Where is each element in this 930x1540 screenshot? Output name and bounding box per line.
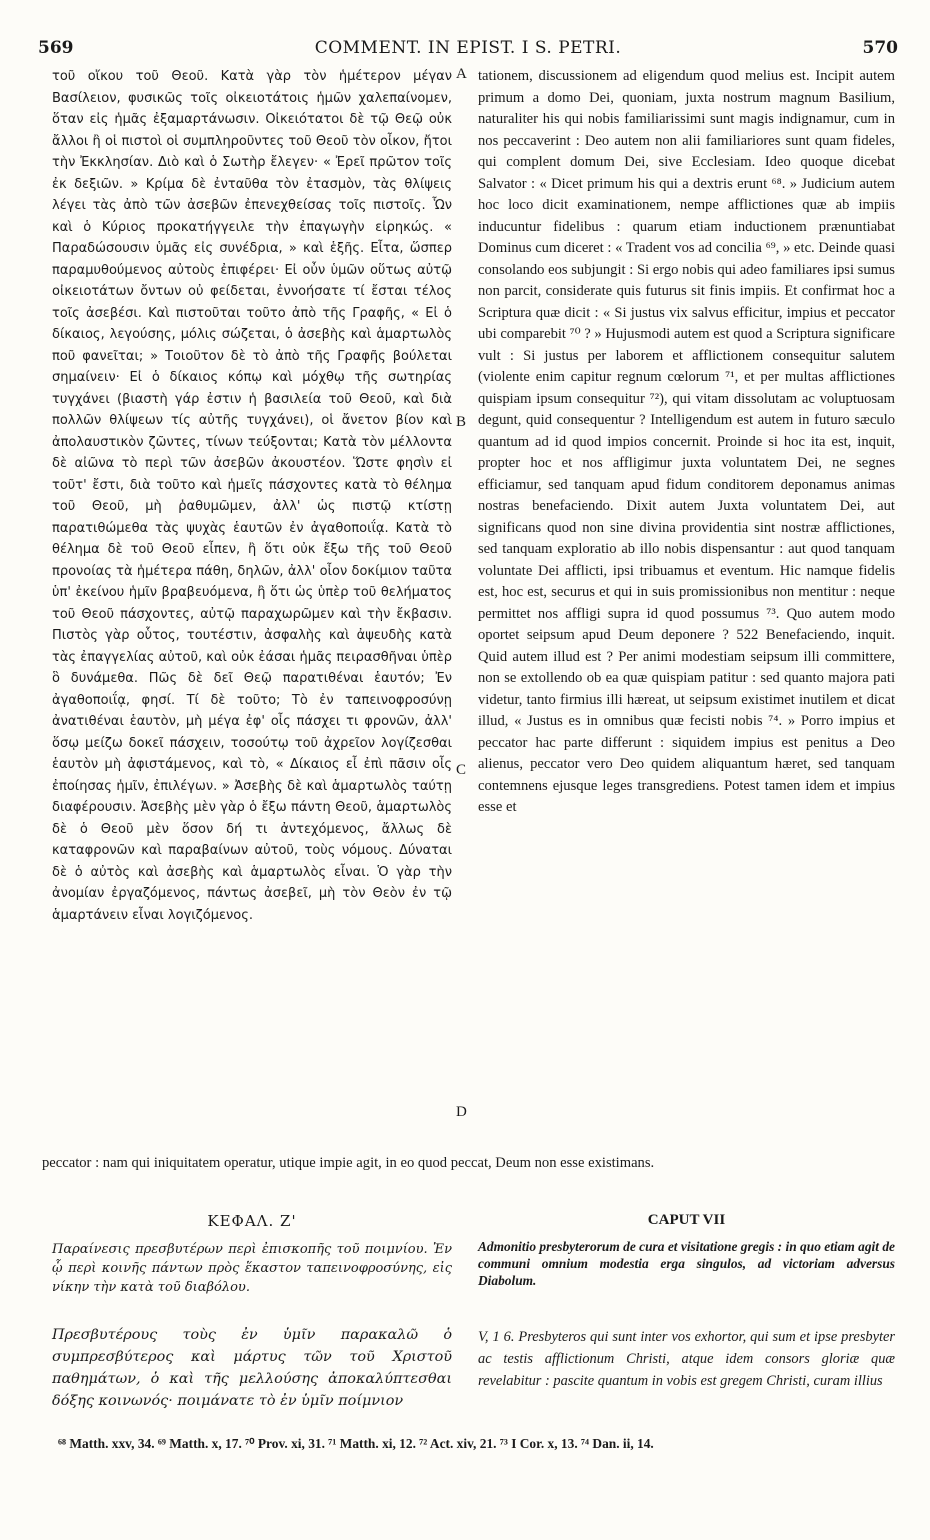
chapter-summary-greek: Παραίνεσις πρεσβυτέρων περὶ ἐπισκοπῆς τοῦ ποιμνίου. Ἐν ᾧ περὶ κοινῆς πάντων πρὸς ἕκαστον ταπεινοφροσύνης, εἰς νίκην τὴν κατὰ τοῦ διαβόλου. [52,1242,452,1295]
scripture-text-latin: V, 1 6. Presbyteros qui sunt inter vos exhortor, qui sum et ipse presbyter ac testis afflictionum Christi, atque idem consors gloriæ quæ revelabitur : pascite quantum in vobis est gregem Christi, curam illius [478,1329,895,1389]
scripture-text-greek: Πρεσβυτέρους τοὺς ἐν ὑμῖν παρακαλῶ ὁ συμπρεσβύτερος καὶ μάρτυς τῶν τοῦ Χριστοῦ παθημάτων, ὁ καὶ τῆς μελλούσης ἀποκαλύπτεσθαι δόξης κοινωνός· ποιμάνατε τὸ ἐν ὑμῖν ποίμνιον [52,1327,452,1409]
running-title: COMMENT. IN EPIST. I S. PETRI. [314,38,622,58]
latin-column [478,66,895,819]
latin-commentary-text: tationem, discussionem ad eligendum quod melius est. Incipit autem primum a domo Dei, quoniam, juxta nostrum magnum Basilium, naturaliter his qui nobis familiarissimi sunt magis indignamur, cum in nos peccaverint : Deo autem non alii familiariores sunt quam fideles, qui complent domum Dei, sive Ecclesiam. Ideo quoque dicebat Salvator : « Dicet primum his qui a dextris erunt ⁶⁸. » Judicium autem hoc loco dicit examinationem, nempe afflictiones quæ ab impiis inducuntur fidelibus : quarum etiam inductionem prænuntiabat Dominus cum diceret : « Tradent vos ad concilia ⁶⁹, » etc. Deinde quasi consolando eos subjungit : Si ergo nobis qui adeo familiares ipsi sumus non parcit, considerate quis futurus sit finis impiis. Et confirmat hoc a Scriptura quæ dicit : « Si justus vix salvus efficitur, impius et peccator ubi comparebit ⁷⁰ ? » Hujusmodi autem est quod a Scriptura significare vult : Si justus per laborem et afflictionem consequitur salutem (violente enim capitur regnum cœlorum ⁷¹, et per multas afflictiones quispiam ipsum consequitur ⁷²), qui vitam dissolutam ac voluptuosam degunt, quid consequentur ? Intelligendum est autem in futuro sæculo quantum ad id quod impios concernit. Proinde si hoc ita est, inquit, propter hoc et nos affligimur juxta voluntatem Dei, ne segnes efficiamur, sed tanquam apud fidum conditorem deponamus animas nostras benefaciendo. Dixit autem Juxta voluntatem Dei, aut significans quod non sine divina providentia sint nostræ afflictiones, sed tanquam exploratio ab illo nobis dispensantur : aut quod tanquam voluntate Dei afflicti, ipsi tribuamus et eventum. Hic namque fidelis est, hoc est, securus et qui in suis promissionibus non mentitur : neque permittet nos affligi supra id quod possumus ⁷³. Quo autem modo oportet seipsum apud Deum deponere ? 522 Benefaciendo, inquit. Quid autem illud est ? Per animi modestiam seipsum illi committere, non se extollendo ob ea quæ quispiam patitur : sed quanto majora pati videtur, tanto firmius illi hæreat, ut seipsum existimet inutilem et dicat illud, « Justus es in omnibus quæ fecisti nobis ⁷⁴. » Porro impius et peccator hac parte differunt : siquidem impius est penitus a Deo alienus, peccator vero Deo quidem aliquantum hæret, sed tanquam contemnens ejusque leges transgrediens. Potest tamen idem et impius esse et [478,68,895,815]
margin-marker-a: A [456,66,467,82]
greek-commentary-text: τοῦ οἴκου τοῦ Θεοῦ. Κατὰ γὰρ τὸν ἡμέτερον μέγαν Βασίλειον, φυσικῶς τοῖς οἰκειοτάτοις ἡμῶν χαλεπαίνομεν, ὅταν εἰς ἡμᾶς ἐξαμαρτάνωσιν. Οἰκειότατοι δὲ τῷ Θεῷ οὐκ ἄλλοι ἢ οἱ πιστοὶ οἱ συμπληροῦντες τοῦ Θεοῦ τὸν οἶκον, ἤτοι τὴν Ἐκκλησίαν. Διὸ καὶ ὁ Σωτὴρ ἔλεγεν· « Ἐρεῖ πρῶτον τοῖς ἐκ δεξιῶν. » Κρίμα δὲ ἐνταῦθα τὸν ἐτασμὸν, τὰς θλίψεις λέγει τὰς ἀπὸ τῶν ἀσεβῶν ἐπενεχθείσας τοῖς πιστοῖς. Ὧν καὶ ὁ Κύριος προκατήγγειλε τὴν ἐπαγωγὴν εἰρηκώς. « Παραδώσουσιν ὑμᾶς εἰς συνέδρια, » καὶ ἑξῆς. Εἶτα, ὥσπερ παραμυθούμενος αὐτοὺς ἐπιφέρει· Εἰ οὖν ὑμῶν οὕτως αὐτῷ οἰκειοτάτων ὄντων οὐ φείδεται, ἐννοήσατε τί ἔσται τέλος τοῖς ἀσεβέσι. Καὶ πιστοῦται τοῦτο ἀπὸ τῆς Γραφῆς, « Εἰ ὁ δίκαιος, λεγούσης, μόλις σώζεται, ὁ ἀσεβὴς καὶ ἁμαρτωλὸς ποῦ φανεῖται; » Τοιοῦτον δὲ τὸ ἀπὸ τῆς Γραφῆς βούλεται σημαίνειν· Εἰ ὁ δίκαιος κόπῳ καὶ μόχθῳ τῆς σωτηρίας τυγχάνει (βιαστὴ γάρ ἐστιν ἡ βασιλεία τοῦ Θεοῦ, καὶ διὰ πολλῶν θλίψεων τίς αὐτῆς τυγχάνει), οἱ ἄνετον βίον καὶ ἀπολαυστικὸν ζῶντες, τίνων τεύξονται; Κατὰ τὸν μέλλοντα δὲ αἰῶνα τὸ περὶ τῶν ἀσεβῶν ἀκουστέον. Ὥστε φησὶν εἰ τοῦτ' ἔστι, διὰ τοῦτο καὶ ἡμεῖς πάσχοντες κατὰ τὸ θέλημα τοῦ Θεοῦ, μὴ ῥαθυμῶμεν, ἀλλ' ὡς πιστῷ κτίστῃ παρατιθώμεθα τὰς ψυχὰς ἑαυτῶν ἐν ἀγαθοποιΐᾳ. Κατὰ τὸ θέλημα δὲ τοῦ Θεοῦ εἶπεν, ἢ ὅτι οὐκ ἔξω τῆς τοῦ Θεοῦ προνοίας τὰ ἡμέτερα πάθη, δηλῶν, ἀλλ' οἷον δοκίμιον ταῦτα ὑπ' ἐκείνου ἡμῖν βραβευόμενα, ἢ ὅτι ὡς ὑπὲρ τοῦ θελήματος τοῦ Θεοῦ πάσχοντες, αὐτῷ παραχωρῶμεν καὶ τὴν ἔκβασιν. Πιστὸς γὰρ οὗτος, τουτέστιν, ἀσφαλὴς καὶ ἀψευδὴς κατὰ τὰς ἐπαγγελίας αὐτοῦ, καὶ οὐκ ἐάσαι ἡμᾶς πειρασθῆναι ὑπὲρ ὃ δυνάμεθα. Πῶς δὲ δεῖ Θεῷ παρατιθέναι ἑαυτόν; Ἐν ἀγαθοποιΐᾳ, φησί. Τί δὲ τοῦτο; Τὸ ἐν ταπεινοφροσύνῃ ἀνατιθέναι ἑαυτὸν, μὴ μέγα ἐφ' οἷς πάσχει τι φρονῶν, ἀλλ' ὅσῳ μείζω δοκεῖ πάσχειν, τοσούτῳ τοῦ ἀχρεῖον λογίζεσθαι ἑαυτὸν μὴ ἀφιστάμενος, καὶ τὸ, « Δίκαιος εἶ ἐπὶ πᾶσιν οἷς ἐποίησας ἡμῖν, ἐπιλέγων. » Ἀσεβὴς δὲ καὶ ἁμαρτωλὸς ταύτῃ διαφέρουσιν. Ἀσεβὴς μὲν γὰρ ὁ ἔξω πάντη Θεοῦ, ἁμαρτωλὸς δὲ ὁ Θεοῦ μὲν ὅσον δή τι ἀντεχόμενος, ἄλλως δὲ καταφρονῶν καὶ παραβαίνων αὐτοῦ, τοὺς νόμους. Δύναται δὲ ὁ αὐτὸς καὶ ἀσεβὴς καὶ ἁμαρτωλὸς εἶναι. Ὁ γὰρ τὴν ἀνομίαν ἐργαζόμενος, πάντως ἀσεβεῖ, μὴ τὸν Θεὸν ἐν τῷ ἁμαρτάνειν εἶναι λογιζόμενος. [52,69,452,923]
running-header [38,38,898,60]
margin-marker-d: D [456,1104,467,1120]
page-number-right: 570 [862,38,898,58]
full-width-continuation: peccator : nam qui iniquitatem operatur, utique impie agit, in eo quod peccat, Deum non esse existimans. [42,1155,655,1171]
chapter-heading-greek: ΚΕΦΑΛ. Ζ' [207,1212,297,1230]
chapter-heading-latin: CAPUT VII [647,1212,726,1228]
page-number-left: 569 [38,38,74,58]
margin-marker-b: B [456,414,467,430]
footnotes: ⁶⁸ Matth. xxv, 34. ⁶⁹ Matth. x, 17. ⁷⁰ Prov. xi, 31. ⁷¹ Matth. xi, 12. ⁷² Act. xiv, 21. ⁷³ I Cor. x, 13. ⁷⁴ Dan. ii, 14. [58,1436,654,1451]
margin-marker-c: C [456,762,467,778]
chapter-summary-latin: Admonitio presbyterorum de cura et visitatione gregis : in quo etiam agit de communi omnium modestia erga singulos, ad victoriam adversus Diabolum. [478,1239,895,1288]
greek-column [52,66,452,926]
